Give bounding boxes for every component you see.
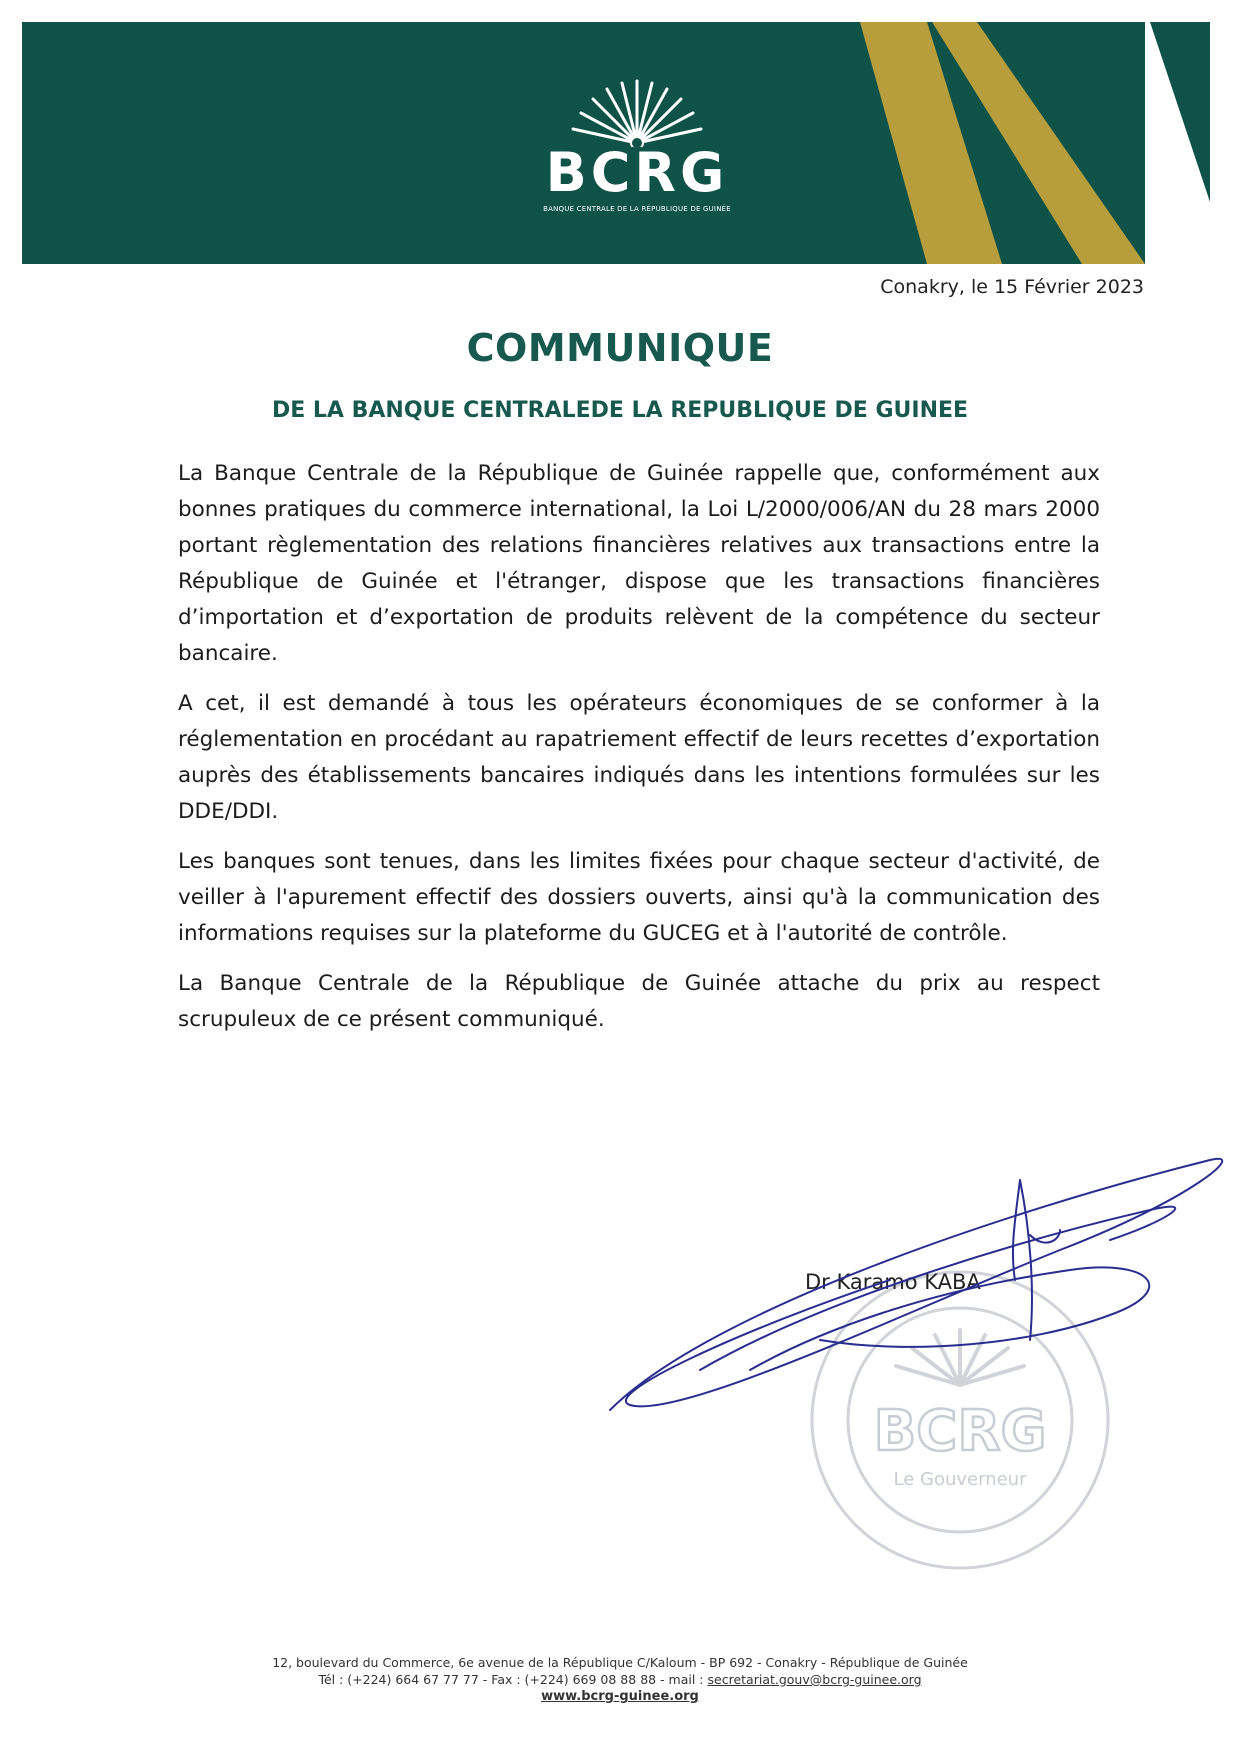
- paragraph: A cet, il est demandé à tous les opérateurs économiques de se conformer à la réglementation en procédant au rapatriement effectif de leurs recettes d’exportation auprès des établissements bancaires indiqués dans les intentions formulées sur les DDE/DDI.: [178, 691, 1100, 824]
- bcrg-logo: [512, 77, 762, 264]
- footer-phone-fax: Tél : (+224) 664 67 77 77 - Fax : (+224) 669 08 88 88 - mail :: [318, 1672, 704, 1687]
- teal-stripe-decoration: [1150, 22, 1210, 202]
- footer-contact: [0, 1671, 1240, 1688]
- document-title: COMMUNIQUE: [466, 326, 774, 370]
- date-line: Conakry, le 15 Février 2023: [880, 276, 1144, 298]
- paragraph: La Banque Centrale de la République de Guinée rappelle que, conformément aux bonnes pratiques du commerce international, la Loi L/2000/006/AN du 28 mars 2000 portant règlementation des relations financières relatives aux transactions entre la République de Guinée et l'étranger, dispose que les transactions financières d’importation et d’exportation de produits relèvent de la compétence du secteur bancaire.: [178, 461, 1100, 666]
- logo-subtitle: BANQUE CENTRALE DE LA RÉPUBLIQUE DE GUINÉE: [543, 205, 731, 213]
- page-footer: [0, 1654, 1240, 1705]
- sunburst-icon: [567, 77, 707, 147]
- footer-email-link[interactable]: secretariat.gouv@bcrg-guinee.org: [707, 1672, 922, 1687]
- signatory-name: Dr Karamo KABA: [805, 1270, 981, 1294]
- footer-website-link[interactable]: www.bcrg-guinee.org: [541, 1689, 699, 1704]
- stamp-acronym: BCRG: [873, 1399, 1047, 1464]
- paragraph: Les banques sont tenues, dans les limites fixées pour chaque secteur d'activité, de veiller à l'apurement effectif des dossiers ouverts, ainsi qu'à la communication des informations requises sur la plateforme du GUCEG et à l'autorité de contrôle.: [178, 849, 1100, 946]
- stamp-caption: Le Gouverneur: [893, 1469, 1027, 1490]
- handwritten-signature: [590, 1140, 1230, 1440]
- communique-body: [178, 456, 1100, 1052]
- document-subtitle: DE LA BANQUE CENTRALEDE LA REPUBLIQUE DE GUINEE: [271, 398, 969, 423]
- logo-acronym: BCRG: [545, 141, 729, 204]
- header-banner: [22, 22, 1145, 264]
- footer-address: 12, boulevard du Commerce, 6e avenue de la République C/Kaloum - BP 692 - Conakry - République de Guinée: [272, 1655, 968, 1670]
- paragraph: La Banque Centrale de la République de Guinée attache du prix au respect scrupuleux de ce présent communiqué.: [178, 971, 1100, 1032]
